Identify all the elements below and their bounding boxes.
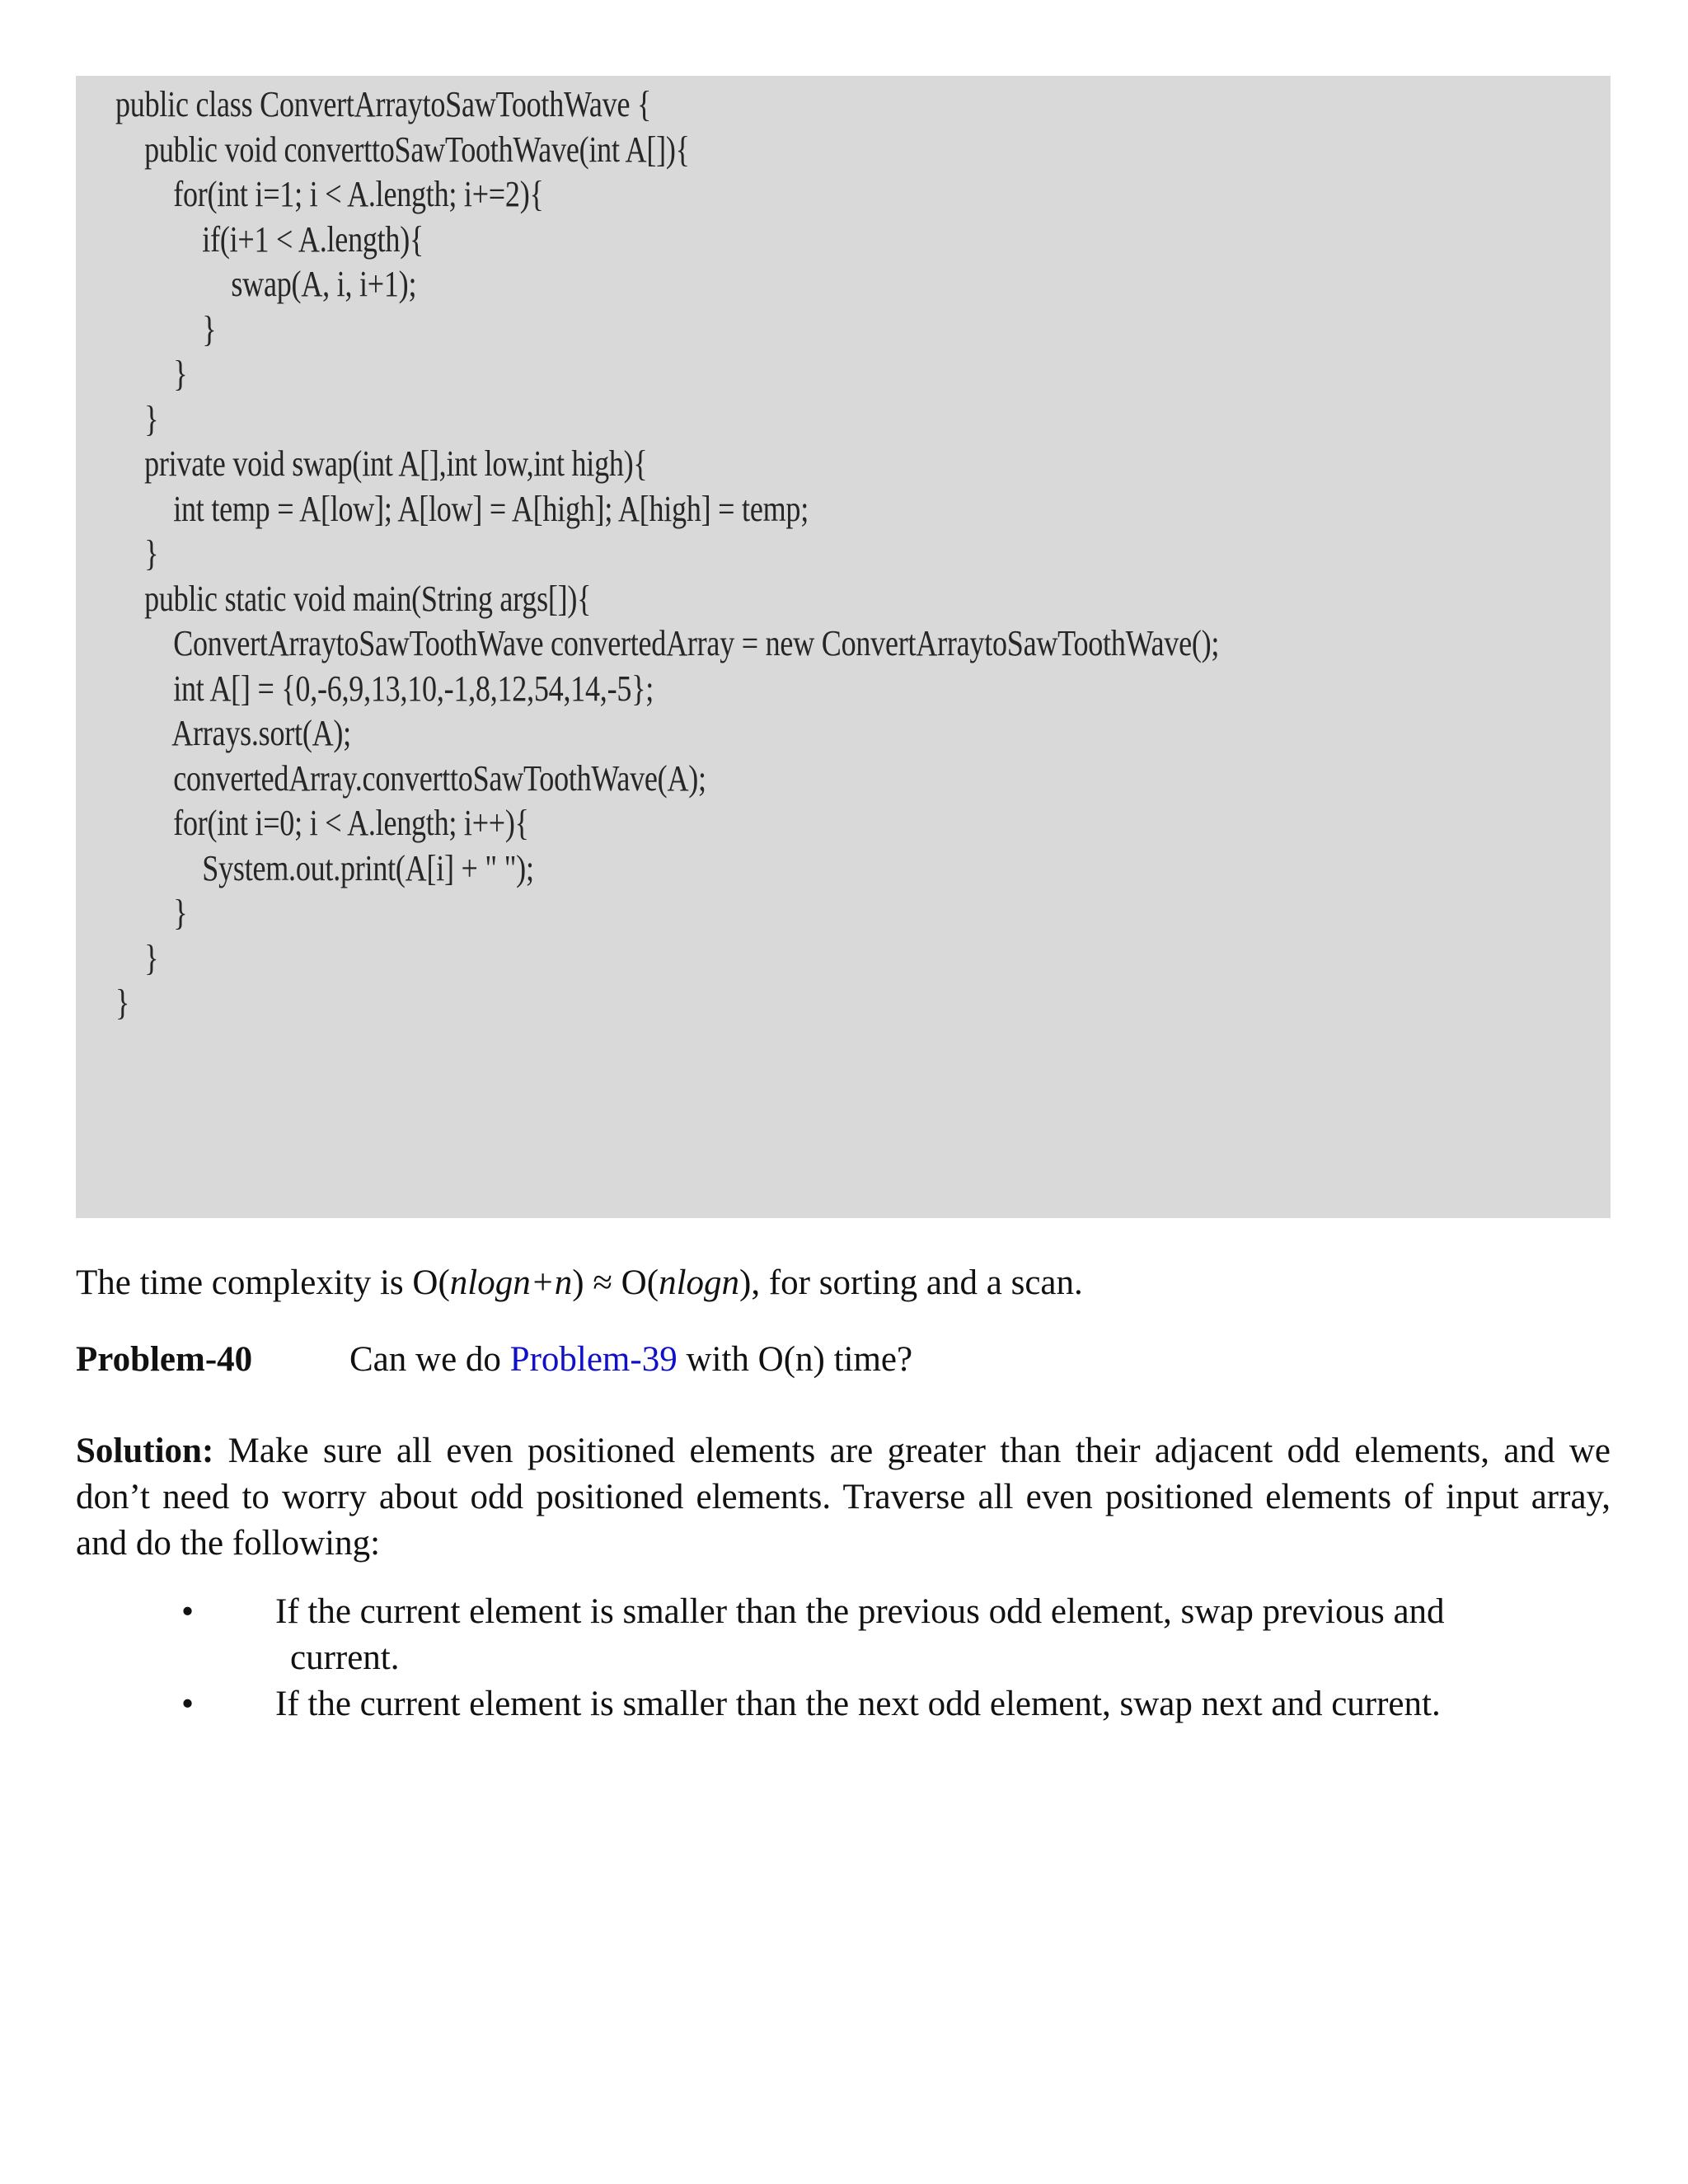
complexity-paragraph xyxy=(76,1260,1611,1306)
code-line: ConvertArraytoSawToothWave convertedArray = new ConvertArraytoSawToothWave(); xyxy=(115,623,1220,663)
problem-text-post: with O(n) time? xyxy=(677,1340,913,1379)
code-line: int temp = A[low]; A[low] = A[high]; A[high] = temp; xyxy=(115,488,809,529)
code-line: private void swap(int A[],int low,int high){ xyxy=(115,443,648,484)
complexity-text-mid: ) ≈ O( xyxy=(572,1263,659,1302)
complexity-em-1: nlogn+n xyxy=(449,1263,573,1302)
code-line: } xyxy=(115,982,130,1023)
problem-statement xyxy=(76,1337,1611,1383)
code-line: } xyxy=(115,354,188,394)
bullet-text-line: If the current element is smaller than the next odd element, swap next and current. xyxy=(275,1685,1441,1723)
bullet-list xyxy=(76,1589,1611,1727)
code-line: public void converttoSawToothWave(int A[]){ xyxy=(115,129,690,170)
bullet-icon: • xyxy=(181,1592,195,1631)
complexity-em-2: nlogn xyxy=(659,1263,740,1302)
bullet-text-continuation: current. xyxy=(290,1638,400,1677)
code-line: for(int i=1; i < A.length; i+=2){ xyxy=(115,174,544,214)
code-line: } xyxy=(115,893,188,933)
bullet-text-line: If the current element is smaller than the previous odd element, swap previous and xyxy=(275,1592,1445,1631)
code-line: if(i+1 < A.length){ xyxy=(115,218,424,260)
code-line: } xyxy=(115,533,159,574)
problem-39-link[interactable]: Problem-39 xyxy=(509,1340,678,1379)
code-line: } xyxy=(115,398,159,439)
code-block xyxy=(76,76,1611,1218)
code-line: for(int i=0; i < A.length; i++){ xyxy=(115,803,529,843)
bullet-icon: • xyxy=(181,1685,195,1723)
complexity-text-post: ), for sorting and a scan. xyxy=(739,1263,1083,1302)
problem-label: Problem-40 xyxy=(76,1340,253,1379)
solution-text: Make sure all even positioned elements are greater than their adjacent odd elements, and we don’t need to worry about odd positioned elements. Traverse all even positioned elements of input array, and do the following: xyxy=(76,1432,1611,1563)
code-line: int A[] = {0,-6,9,13,10,-1,8,12,54,14,-5}; xyxy=(115,668,654,709)
list-item xyxy=(76,1681,1611,1727)
code-line: public class ConvertArraytoSawToothWave { xyxy=(115,84,652,124)
code-line: convertedArray.converttoSawToothWave(A); xyxy=(115,757,706,799)
problem-text-pre: Can we do xyxy=(349,1340,510,1379)
code-line: Arrays.sort(A); xyxy=(115,713,351,753)
code-line: swap(A, i, i+1); xyxy=(115,264,417,304)
list-item xyxy=(76,1589,1611,1681)
code-line: } xyxy=(115,937,159,978)
complexity-text-pre: The time complexity is O( xyxy=(76,1263,450,1302)
code-line: System.out.print(A[i] + " "); xyxy=(115,847,534,888)
code-line: } xyxy=(115,308,217,349)
solution-paragraph xyxy=(76,1428,1611,1567)
code-line: public static void main(String args[]){ xyxy=(115,578,592,619)
solution-label: Solution: xyxy=(76,1432,214,1470)
